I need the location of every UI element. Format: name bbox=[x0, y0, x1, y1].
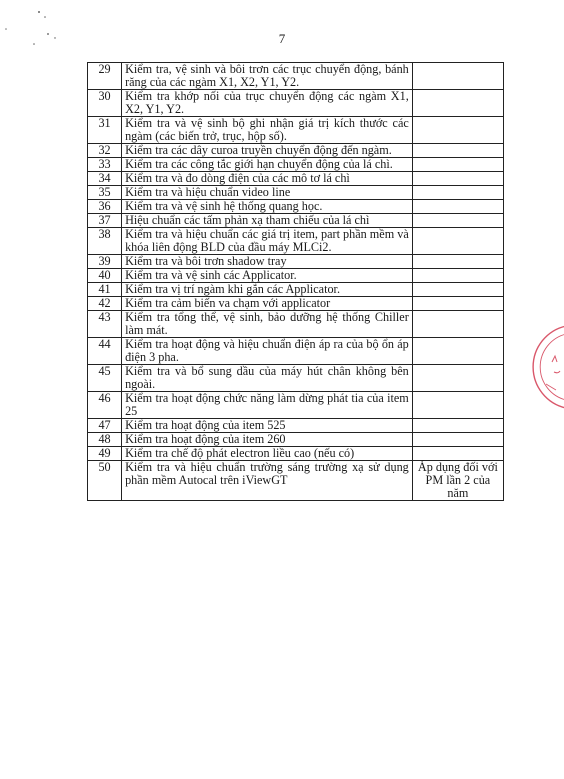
table-row bbox=[88, 461, 504, 501]
row-number: 47 bbox=[88, 419, 122, 433]
table-row bbox=[88, 186, 504, 200]
table-row bbox=[88, 392, 504, 419]
table-row bbox=[88, 228, 504, 255]
row-note bbox=[412, 63, 503, 90]
task-description: Kiểm tra hoạt động và hiệu chuẩn điện áp ra của bộ ổn áp điện 3 pha. bbox=[122, 338, 413, 365]
row-number: 40 bbox=[88, 269, 122, 283]
task-description: Kiểm tra hoạt động chức năng làm dừng phát tia của item 25 bbox=[122, 392, 413, 419]
table-row bbox=[88, 447, 504, 461]
task-description: Kiểm tra cảm biến va chạm với applicator bbox=[122, 297, 413, 311]
scan-specks bbox=[0, 0, 80, 60]
row-number: 34 bbox=[88, 172, 122, 186]
row-note bbox=[412, 419, 503, 433]
row-number: 48 bbox=[88, 433, 122, 447]
row-note: Áp dụng đối với PM lần 2 của năm bbox=[412, 461, 503, 501]
task-description: Kiểm tra hoạt động của item 260 bbox=[122, 433, 413, 447]
page-number: 7 bbox=[278, 31, 286, 46]
row-note bbox=[412, 172, 503, 186]
task-description: Kiểm tra và hiệu chuẩn video line bbox=[122, 186, 413, 200]
table-row bbox=[88, 311, 504, 338]
row-note bbox=[412, 447, 503, 461]
task-description: Kiểm tra vị trí ngàm khi gắn các Applicator. bbox=[122, 283, 413, 297]
table-row bbox=[88, 63, 504, 90]
table-row bbox=[88, 365, 504, 392]
task-description: Kiểm tra và bổ sung dầu của máy hút chân không bên ngoài. bbox=[122, 365, 413, 392]
table-row bbox=[88, 172, 504, 186]
table-row bbox=[88, 158, 504, 172]
row-number: 43 bbox=[88, 311, 122, 338]
table-row bbox=[88, 144, 504, 158]
task-description: Kiểm tra, vệ sinh và bôi trơn các trục chuyển động, bánh răng của các ngàm X1, X2, Y1, Y2. bbox=[122, 63, 413, 90]
task-description: Kiểm tra khớp nối của trục chuyển động các ngàm X1, X2, Y1, Y2. bbox=[122, 90, 413, 117]
task-description: Kiểm tra và hiệu chuẩn các giá trị item, part phần mềm và khóa liên động BLD của đầu máy MLCi2. bbox=[122, 228, 413, 255]
row-note bbox=[412, 255, 503, 269]
table-row bbox=[88, 214, 504, 228]
row-number: 32 bbox=[88, 144, 122, 158]
row-note bbox=[412, 365, 503, 392]
row-note bbox=[412, 338, 503, 365]
table-row bbox=[88, 297, 504, 311]
row-note bbox=[412, 228, 503, 255]
row-note bbox=[412, 90, 503, 117]
task-description: Kiểm tra và vệ sinh các Applicator. bbox=[122, 269, 413, 283]
task-description: Kiểm tra và đo dòng điện của các mô tơ lá chì bbox=[122, 172, 413, 186]
red-seal-stamp bbox=[530, 322, 564, 412]
row-note bbox=[412, 269, 503, 283]
row-number: 45 bbox=[88, 365, 122, 392]
row-number: 35 bbox=[88, 186, 122, 200]
table-row bbox=[88, 200, 504, 214]
table-row bbox=[88, 419, 504, 433]
task-description: Kiểm tra tổng thể, vệ sinh, bảo dưỡng hệ thống Chiller làm mát. bbox=[122, 311, 413, 338]
row-note bbox=[412, 117, 503, 144]
row-note bbox=[412, 311, 503, 338]
task-description: Kiểm tra các dây curoa truyền chuyển động đến ngàm. bbox=[122, 144, 413, 158]
row-number: 46 bbox=[88, 392, 122, 419]
row-note bbox=[412, 186, 503, 200]
task-description: Kiểm tra hoạt động của item 525 bbox=[122, 419, 413, 433]
row-note bbox=[412, 283, 503, 297]
task-description: Kiểm tra và vệ sinh bộ ghi nhận giá trị kích thước các ngàm (các biến trở, trục, hộp số). bbox=[122, 117, 413, 144]
row-number: 36 bbox=[88, 200, 122, 214]
task-description: Kiểm tra và bôi trơn shadow tray bbox=[122, 255, 413, 269]
row-note bbox=[412, 144, 503, 158]
row-note bbox=[412, 433, 503, 447]
row-number: 29 bbox=[88, 63, 122, 90]
table-row bbox=[88, 338, 504, 365]
table-row bbox=[88, 255, 504, 269]
row-number: 42 bbox=[88, 297, 122, 311]
row-note bbox=[412, 392, 503, 419]
row-number: 41 bbox=[88, 283, 122, 297]
row-note bbox=[412, 158, 503, 172]
table-row bbox=[88, 90, 504, 117]
row-number: 30 bbox=[88, 90, 122, 117]
table-row bbox=[88, 433, 504, 447]
row-note bbox=[412, 214, 503, 228]
task-description: Kiểm tra các công tắc giới hạn chuyển động của lá chì. bbox=[122, 158, 413, 172]
row-number: 37 bbox=[88, 214, 122, 228]
row-number: 44 bbox=[88, 338, 122, 365]
row-number: 50 bbox=[88, 461, 122, 501]
task-description: Kiểm tra và vệ sinh hệ thống quang học. bbox=[122, 200, 413, 214]
table-row bbox=[88, 117, 504, 144]
table-row bbox=[88, 269, 504, 283]
row-note bbox=[412, 297, 503, 311]
task-description: Hiệu chuẩn các tấm phản xạ tham chiếu của lá chì bbox=[122, 214, 413, 228]
task-description: Kiểm tra và hiệu chuẩn trường sáng trường xạ sử dụng phần mềm Autocal trên iViewGT bbox=[122, 461, 413, 501]
row-note bbox=[412, 200, 503, 214]
row-number: 49 bbox=[88, 447, 122, 461]
row-number: 33 bbox=[88, 158, 122, 172]
table-row bbox=[88, 283, 504, 297]
row-number: 31 bbox=[88, 117, 122, 144]
task-description: Kiểm tra chế độ phát electron liều cao (nếu có) bbox=[122, 447, 413, 461]
row-number: 39 bbox=[88, 255, 122, 269]
row-number: 38 bbox=[88, 228, 122, 255]
maintenance-task-table bbox=[87, 62, 504, 501]
